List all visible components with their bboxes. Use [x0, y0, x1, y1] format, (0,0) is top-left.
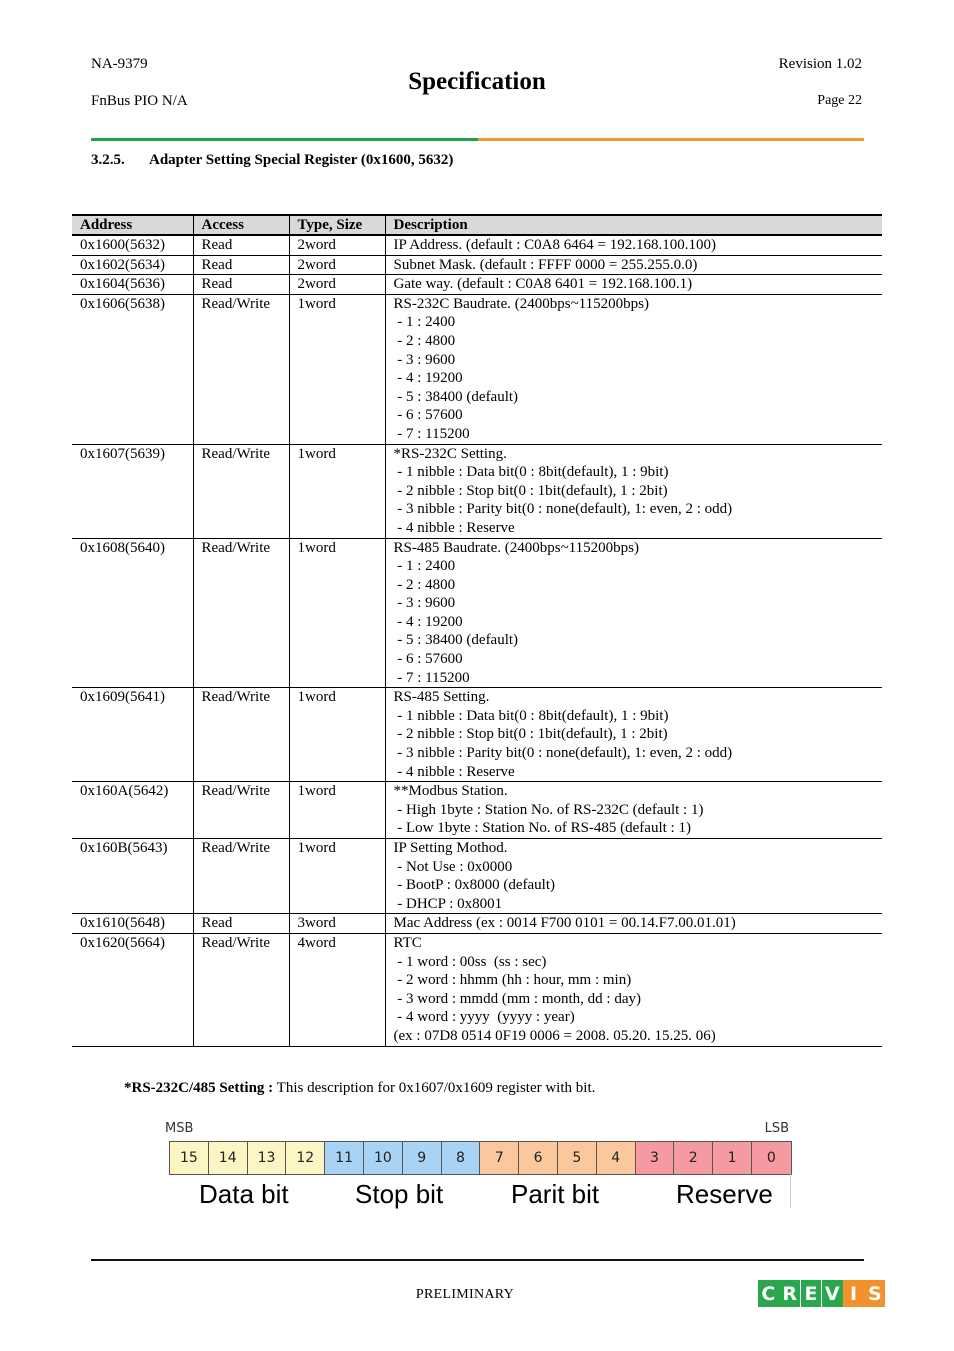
note-text: This description for 0x1607/0x1609 register with bit. [273, 1080, 596, 1096]
group-label-stop-bit: Stop bit [355, 1179, 444, 1209]
bit-diagram [165, 1121, 795, 1211]
description-line: Mac Address (ex : 0014 F700 0101 = 00.14.F7.00.01.01) [393, 915, 736, 932]
cell-type: 2word [289, 275, 385, 295]
cell-address: 0x1604(5636) [72, 275, 193, 295]
description-line: - 1 : 2400 [393, 558, 456, 575]
logo-letter: R [779, 1280, 800, 1307]
product-name: FnBus PIO N/A [91, 93, 188, 109]
logo-letter: E [801, 1280, 822, 1307]
description-line: - 4 word : yyyy (yyyy : year) [393, 1009, 575, 1026]
bit-cell: 1 [713, 1142, 752, 1174]
description-line: RS-485 Setting. [393, 689, 490, 706]
description-line: - 6 : 57600 [393, 407, 463, 424]
bit-cell: 4 [597, 1142, 636, 1174]
bit-cell: 11 [325, 1142, 364, 1174]
description-line: - 6 : 57600 [393, 651, 463, 668]
group-label-data-bit: Data bit [199, 1179, 289, 1209]
table-row [72, 538, 882, 688]
description-line: - 2 word : hhmm (hh : hour, mm : min) [393, 972, 632, 989]
group-label-parity-bit: Parit bit [511, 1179, 600, 1209]
cell-type: 1word [289, 538, 385, 688]
table-row [72, 255, 882, 275]
table-row [72, 294, 882, 444]
section-heading [91, 152, 453, 169]
description-line: - 4 nibble : Reserve [393, 763, 515, 780]
cell-description [385, 235, 882, 255]
column-header-type: Type, Size [289, 215, 385, 235]
logo-letter: V [822, 1280, 843, 1307]
table-row [72, 933, 882, 1046]
cell-access: Read [193, 914, 289, 934]
description-line: - 1 nibble : Data bit(0 : 8bit(default), 1 : 9bit) [393, 707, 669, 724]
cell-address: 0x1600(5632) [72, 235, 193, 255]
cell-address: 0x160A(5642) [72, 782, 193, 839]
table-row [72, 782, 882, 839]
bit-cell: 14 [209, 1142, 248, 1174]
bit-cell: 8 [442, 1142, 481, 1174]
logo-letter: C [758, 1280, 779, 1307]
bit-cell: 13 [248, 1142, 287, 1174]
table-row [72, 688, 882, 782]
cell-type: 4word [289, 933, 385, 1046]
description-line: - Low 1byte : Station No. of RS-485 (default : 1) [393, 820, 691, 837]
cell-access: Read [193, 235, 289, 255]
cell-description [385, 782, 882, 839]
logo-letter: I [843, 1280, 864, 1307]
cell-access: Read/Write [193, 538, 289, 688]
description-line: RS-485 Baudrate. (2400bps~115200bps) [393, 539, 639, 556]
column-header-access: Access [193, 215, 289, 235]
logo-letter: S [864, 1280, 885, 1307]
bit-cell: 10 [364, 1142, 403, 1174]
cell-access: Read/Write [193, 444, 289, 538]
bit-setting-note [124, 1080, 595, 1097]
cell-access: Read/Write [193, 294, 289, 444]
bit-cell: 0 [752, 1142, 791, 1174]
cell-access: Read/Write [193, 782, 289, 839]
table-row [72, 914, 882, 934]
footer-rule [91, 1259, 864, 1261]
cell-address: 0x160B(5643) [72, 839, 193, 914]
description-line: - DHCP : 0x8001 [393, 895, 503, 912]
page-title: Specification [408, 68, 546, 95]
cell-description [385, 255, 882, 275]
cell-type: 1word [289, 839, 385, 914]
cell-description [385, 444, 882, 538]
cell-access: Read [193, 255, 289, 275]
description-line: (ex : 07D8 0514 0F19 0006 = 2008. 05.20. 15.25. 06) [393, 1027, 716, 1044]
cell-description [385, 275, 882, 295]
cell-type: 2word [289, 255, 385, 275]
bit-cell: 7 [480, 1142, 519, 1174]
group-label-reserve: Reserve [676, 1179, 773, 1209]
description-line: *RS-232C Setting. [393, 445, 507, 462]
description-line: Subnet Mask. (default : FFFF 0000 = 255.255.0.0) [393, 256, 698, 273]
table-row [72, 235, 882, 255]
description-line: - 2 : 4800 [393, 332, 456, 349]
cell-type: 3word [289, 914, 385, 934]
description-line: - 1 nibble : Data bit(0 : 8bit(default), 1 : 9bit) [393, 464, 669, 481]
bit-cell: 3 [636, 1142, 675, 1174]
cell-description [385, 933, 882, 1046]
column-header-address: Address [72, 215, 193, 235]
table-row [72, 444, 882, 538]
cell-address: 0x1606(5638) [72, 294, 193, 444]
cell-address: 0x1602(5634) [72, 255, 193, 275]
cell-type: 2word [289, 235, 385, 255]
description-line: - 1 : 2400 [393, 314, 456, 331]
description-line: RS-232C Baudrate. (2400bps~115200bps) [393, 295, 649, 312]
description-line: IP Address. (default : C0A8 6464 = 192.168.100.100) [393, 237, 716, 253]
cell-address: 0x1607(5639) [72, 444, 193, 538]
cell-description [385, 839, 882, 914]
table-row [72, 839, 882, 914]
description-line: - Not Use : 0x0000 [393, 858, 513, 875]
description-line: - 3 : 9600 [393, 351, 456, 368]
cell-address: 0x1610(5648) [72, 914, 193, 934]
revision: Revision 1.02 [778, 56, 862, 72]
description-line: Gate way. (default : C0A8 6401 = 192.168.100.1) [393, 276, 693, 293]
cell-type: 1word [289, 294, 385, 444]
cell-description [385, 294, 882, 444]
description-line: - High 1byte : Station No. of RS-232C (default : 1) [393, 801, 704, 818]
table-body [72, 235, 882, 1046]
bit-cell: 12 [286, 1142, 325, 1174]
section-number: 3.2.5. [91, 152, 125, 168]
description-line: - 4 : 19200 [393, 370, 463, 387]
cell-address: 0x1620(5664) [72, 933, 193, 1046]
description-line: RTC [393, 934, 422, 951]
bit-cell: 5 [558, 1142, 597, 1174]
cell-address: 0x1609(5641) [72, 688, 193, 782]
table-header-row [72, 215, 882, 235]
description-line: - 2 : 4800 [393, 576, 456, 593]
description-line: IP Setting Mothod. [393, 840, 508, 856]
register-table [72, 214, 882, 1047]
description-line: - 3 nibble : Parity bit(0 : none(default), 1: even, 2 : odd) [393, 745, 733, 762]
description-line: - 5 : 38400 (default) [393, 388, 519, 405]
footer-status: PRELIMINARY [415, 1287, 515, 1302]
bit-cell: 2 [674, 1142, 713, 1174]
description-line: - 1 word : 00ss (ss : sec) [393, 953, 547, 970]
cell-type: 1word [289, 688, 385, 782]
cell-access: Read [193, 275, 289, 295]
bit-cell: 15 [170, 1142, 209, 1174]
description-line: - 4 : 19200 [393, 613, 463, 630]
description-line: - 7 : 115200 [393, 669, 470, 686]
description-line: - 4 nibble : Reserve [393, 519, 515, 536]
cell-type: 1word [289, 444, 385, 538]
bit-cell: 6 [519, 1142, 558, 1174]
table-row [72, 275, 882, 295]
msb-label: MSB [165, 1121, 194, 1136]
column-header-description: Description [385, 215, 882, 235]
cell-access: Read/Write [193, 933, 289, 1046]
lsb-label: LSB [764, 1121, 789, 1136]
description-line: - 2 nibble : Stop bit(0 : 1bit(default), 1 : 2bit) [393, 726, 668, 743]
cell-access: Read/Write [193, 839, 289, 914]
section-title: Adapter Setting Special Register (0x1600, 5632) [149, 152, 454, 168]
description-line: - 7 : 115200 [393, 425, 470, 442]
cell-description [385, 914, 882, 934]
description-line: - 3 word : mmdd (mm : month, dd : day) [393, 990, 641, 1007]
note-title: *RS-232C/485 Setting : [124, 1080, 274, 1096]
doc-id: NA-9379 [91, 56, 148, 72]
description-line: - 5 : 38400 (default) [393, 632, 519, 649]
diagram-edge-line [790, 1174, 791, 1208]
description-line: - BootP : 0x8000 (default) [393, 877, 556, 894]
description-line: - 2 nibble : Stop bit(0 : 1bit(default), 1 : 2bit) [393, 482, 668, 499]
header-rule-green [91, 138, 478, 141]
page-number: Page 22 [817, 93, 862, 108]
bit-cell: 9 [403, 1142, 442, 1174]
crevis-logo [758, 1280, 886, 1307]
bit-row [169, 1141, 792, 1175]
description-line: - 3 : 9600 [393, 595, 456, 612]
header-rule-orange [478, 138, 864, 141]
cell-description [385, 538, 882, 688]
cell-access: Read/Write [193, 688, 289, 782]
description-line: **Modbus Station. [393, 783, 508, 800]
cell-type: 1word [289, 782, 385, 839]
cell-address: 0x1608(5640) [72, 538, 193, 688]
cell-description [385, 688, 882, 782]
description-line: - 3 nibble : Parity bit(0 : none(default), 1: even, 2 : odd) [393, 501, 733, 518]
